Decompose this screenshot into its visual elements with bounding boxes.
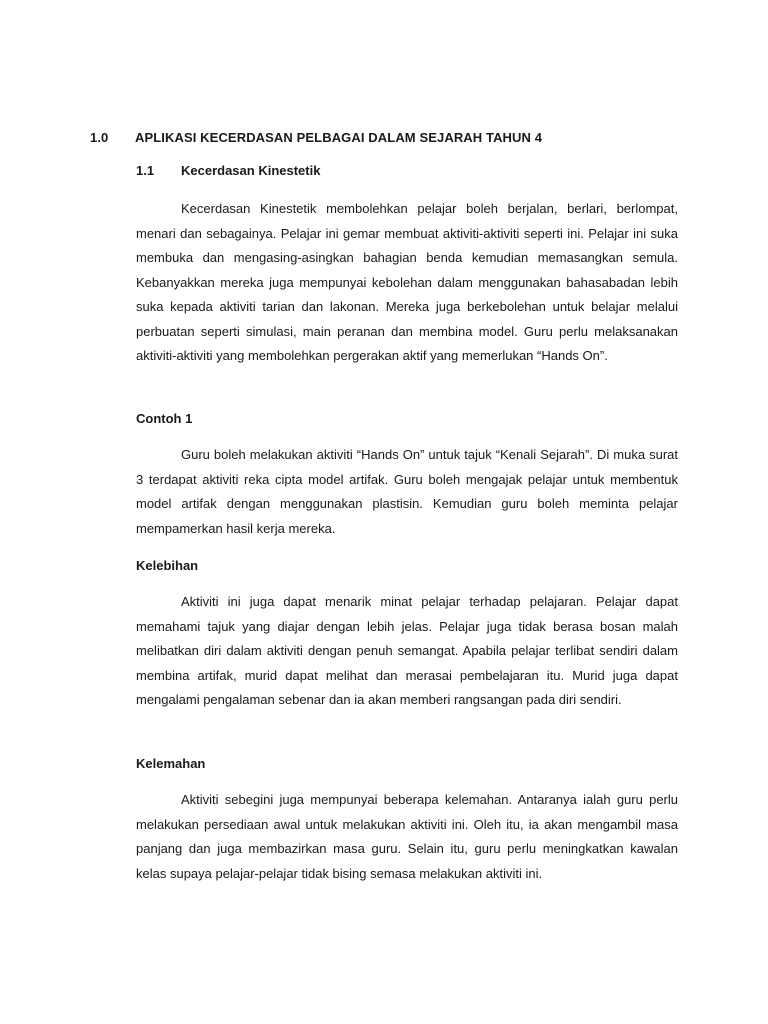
subsection-heading (136, 163, 320, 178)
disadvantages-paragraph: Aktiviti sebegini juga mempunyai beberapa kelemahan. Antaranya ialah guru perlu melakukan persediaan awal untuk melakukan aktiviti ini. Oleh itu, ia akan mengambil masa panjang dan juga membazirkan masa guru. Selain itu, guru perlu meningkatkan kawalan kelas supaya pelajar-pelajar tidak bising semasa melakukan aktiviti ini. (136, 792, 678, 881)
example-paragraph: Guru boleh melakukan aktiviti “Hands On” untuk tajuk “Kenali Sejarah”. Di muka surat 3 terdapat aktiviti reka cipta model artifak. Guru boleh mengajak pelajar untuk membentuk model artifak dengan menggunakan plastisin. Kemudian guru boleh meminta pelajar mempamerkan hasil kerja mereka. (136, 447, 678, 536)
advantages-paragraph: Aktiviti ini juga dapat menarik minat pelajar terhadap pelajaran. Pelajar dapat memahami tajuk yang diajar dengan lebih jelas. Pelajar juga tidak berasa bosan malah melibatkan diri dalam aktiviti dengan penuh semangat. Apabila pelajar terlibat sendiri dalam membina artifak, murid dapat melihat dan merasai pembelajaran itu. Murid juga dapat mengalami pengalaman sebenar dan ia akan memberi rangsangan pada diri sendiri. (136, 594, 678, 707)
subsection-title: Kecerdasan Kinestetik (181, 163, 321, 178)
disadvantages-label: Kelemahan (136, 756, 206, 771)
section-number: 1.0 (90, 130, 109, 145)
advantages-label: Kelebihan (136, 558, 199, 573)
section-title: APLIKASI KECERDASAN PELBAGAI DALAM SEJARAH TAHUN 4 (135, 130, 543, 145)
example-label: Contoh 1 (136, 411, 193, 426)
intro-paragraph: Kecerdasan Kinestetik membolehkan pelajar boleh berjalan, berlari, berlompat, menari dan sebagainya. Pelajar ini gemar membuat aktiviti-aktiviti seperti ini. Pelajar ini suka membuka dan mengasing-asingkan bahagian benda kemudian memasangkan semula. Kebanyakkan mereka juga mempunyai kebolehan dalam menggunakan bahasabadan lebih suka kepada aktiviti tarian dan lakonan. Mereka juga berkebolehan untuk belajar melalui perbuatan seperti simulasi, main peranan dan membina model. Guru perlu melaksanakan aktiviti-aktiviti yang membolehkan pergerakan aktif yang memerlukan “Hands On”. (136, 201, 678, 363)
subsection-number: 1.1 (136, 163, 155, 178)
section-heading (90, 130, 542, 145)
